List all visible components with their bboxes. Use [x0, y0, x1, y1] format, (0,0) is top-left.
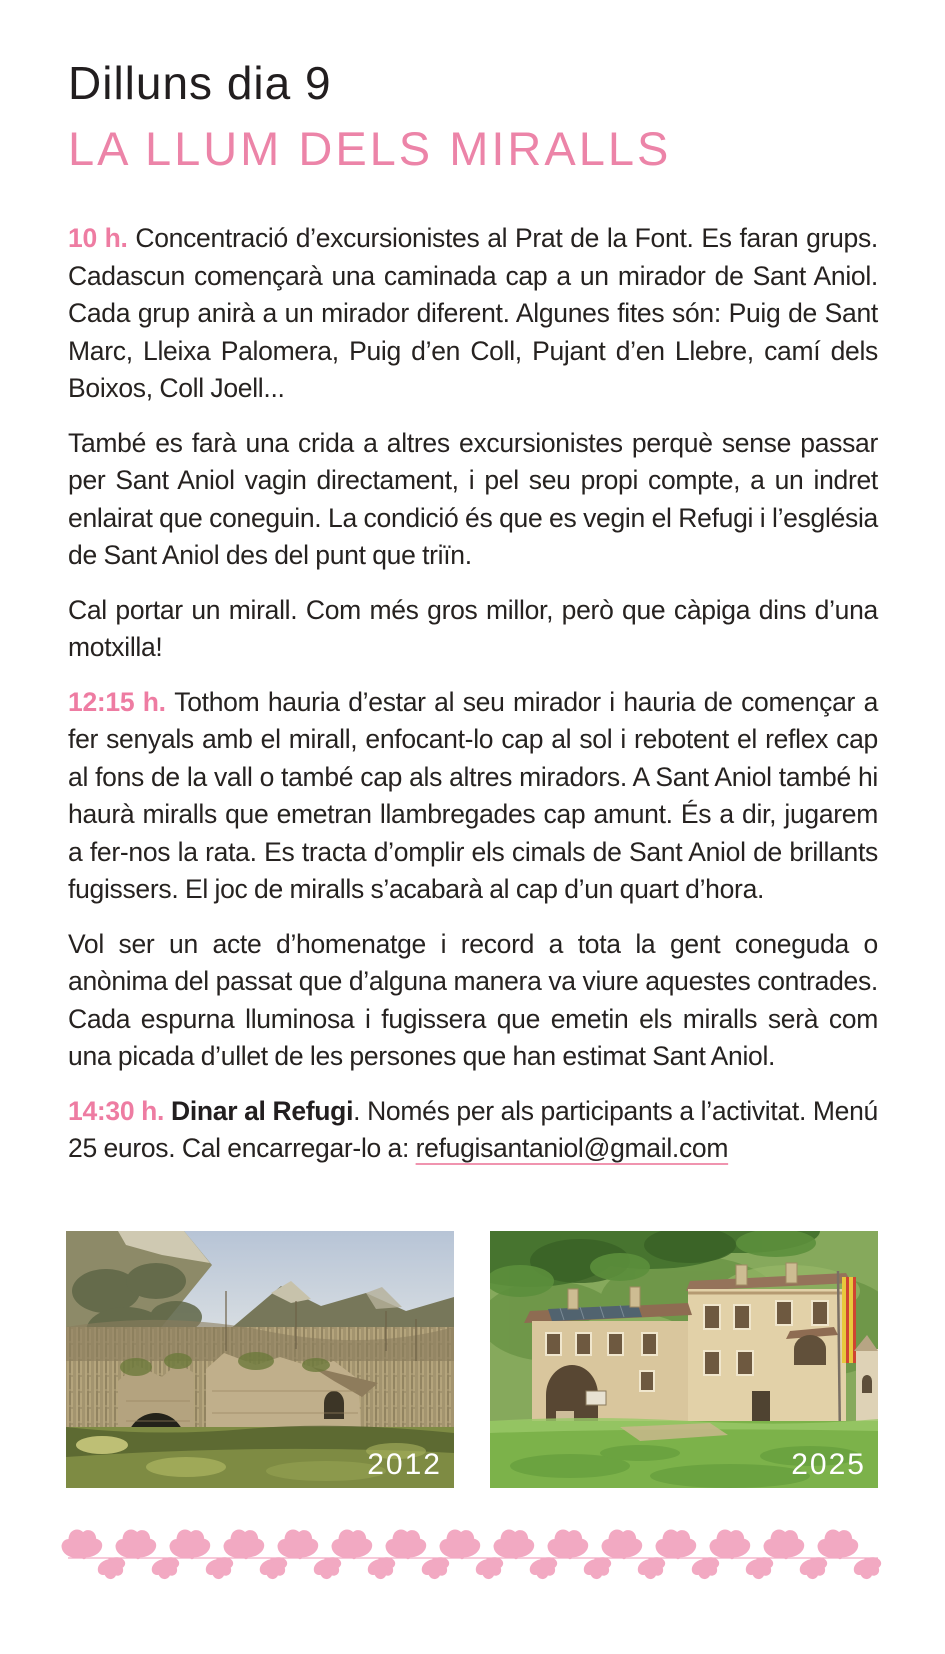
- schedule-paragraph: Vol ser un acte d’homenatge i record a tota la gent coneguda o anònima del passat que d’alguna manera va viure aquestes contrades. Cada espurna lluminosa i fugissera que emetin els miralls serà com una picada d’ullet de les persones que han estimat Sant Aniol.: [68, 928, 878, 1072]
- page-subtitle: LA LLUM DELS MIRALLS: [68, 121, 672, 175]
- schedule-paragraph: 12:15 h. Tothom hauria d’estar al seu mirador i hauria de començar a fer senyals amb el mirall, enfocant-lo cap al sol i rebotent el reflex cap al fons de la vall o també cap als altres miradors. A Sant Aniol també hi haurà miralls que emetran llambregades cap amunt. És a dir, jugarem a fer-nos la rata. Es tracta d’omplir els cimals de Sant Aniol de brillants fugissers. El joc de miralls s’acabarà al cap d’un quart d’hora.: [68, 686, 879, 905]
- photo-year-label: 2025: [791, 1448, 866, 1481]
- time-label: 10 h.: [68, 223, 136, 254]
- schedule-paragraph: També es farà una crida a altres excursionistes perquè sense passar per Sant Aniol vagin directament, i pel seu propi compte, a un indret enlairat que coneguin. La condició és que es vegin el Refugi i l’església de Sant Aniol des del punt que triïn.: [68, 427, 878, 571]
- floral-border-icon: [68, 1528, 878, 1586]
- page-title: Dilluns dia 9: [68, 57, 332, 109]
- schedule-paragraph: 14:30 h. Dinar al Refugi. Només per als participants a l’activitat. Menú 25 euros. Cal encarregar-lo a: refugisantaniol@gmail.com: [68, 1095, 878, 1164]
- schedule-paragraph: Cal portar un mirall. Com més gros millor, però que càpiga dins d’una motxilla!: [68, 594, 878, 663]
- bold-lead-text: Dinar al Refugi: [171, 1095, 354, 1126]
- photo-ruins-2012: [66, 1231, 454, 1488]
- schedule-paragraph: 10 h. Concentració d’excursionistes al Prat de la Font. Es faran grups. Cadascun començarà una caminada cap a un mirador de Sant Aniol. Cada grup anirà a un mirador diferent. Algunes fites són: Puig de Sant Marc, Lleixa Palomera, Puig d’en Coll, Pujant d’en Llebre, camí dels Boixos, Coll Joell...: [68, 223, 878, 404]
- photo-refugi-2025: [490, 1231, 878, 1488]
- time-label: 14:30 h.: [68, 1095, 171, 1126]
- content-column: [68, 0, 878, 1185]
- time-label: 12:15 h.: [68, 686, 175, 717]
- schedule: [68, 220, 878, 1168]
- photo-year-label: 2012: [367, 1448, 442, 1481]
- floral-border: [68, 1528, 878, 1586]
- photo-row: [66, 1231, 878, 1488]
- email-link[interactable]: refugisantaniol@gmail.com: [415, 1133, 729, 1164]
